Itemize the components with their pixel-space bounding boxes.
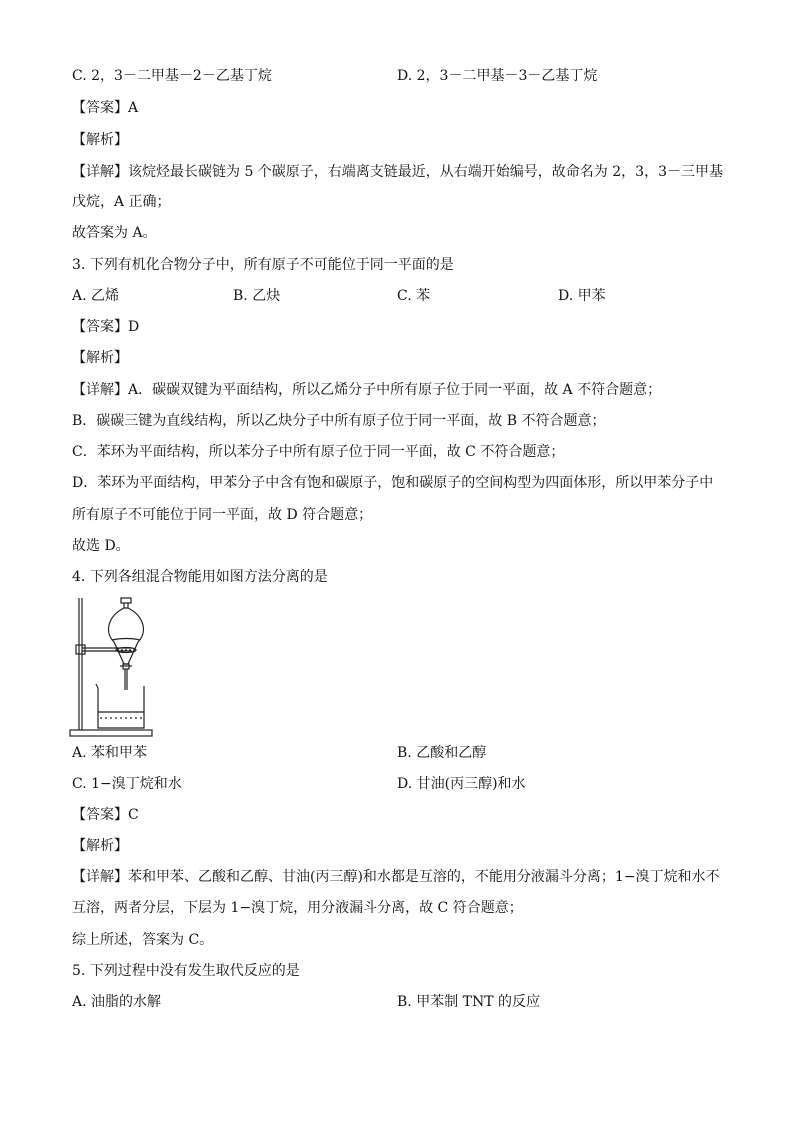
- q3-conclusion: 故选 D。: [72, 538, 130, 554]
- q3-detail-line-4: D．苯环为平面结构，甲苯分子中含有饱和碳原子，饱和碳原子的空间构型为四面体形，所以甲苯分子中: [72, 475, 714, 491]
- q4-answer: 【答案】C: [72, 807, 139, 823]
- q3-detail-line-1: 【详解】A．碳碳双键为平面结构，所以乙烯分子中所有原子位于同一平面，故 A 不符合题意；: [72, 382, 662, 398]
- q2-detail-line-1: 【详解】该烷烃最长碳链为 5 个碳原子，右端离支链最近，从右端开始编号，故命名为 2，3，3－三甲基: [72, 164, 723, 180]
- q3-option-a: A. 乙烯: [72, 288, 120, 304]
- q2-detail-line-2: 戊烷，A 正确；: [72, 194, 171, 210]
- q4-option-c: C. 1−溴丁烷和水: [72, 776, 182, 792]
- q3-option-b: B. 乙炔: [233, 288, 281, 304]
- q3-detail-line-2: B．碳碳三键为直线结构，所以乙炔分子中所有原子位于同一平面，故 B 不符合题意；: [72, 413, 606, 429]
- q4-detail-line-1: 【详解】苯和甲苯、乙酸和乙醇、甘油(丙三醇)和水都是互溶的，不能用分液漏斗分离；1−溴丁烷和水不: [72, 869, 720, 885]
- q3-option-d: D. 甲苯: [558, 288, 606, 304]
- q5-stem: 5. 下列过程中没有发生取代反应的是: [72, 963, 300, 979]
- q3-stem: 3. 下列有机化合物分子中，所有原子不可能位于同一平面的是: [72, 257, 454, 273]
- q4-detail-line-2: 互溶，两者分层，下层为 1−溴丁烷，用分液漏斗分离，故 C 符合题意；: [72, 900, 523, 916]
- q4-option-a: A. 苯和甲苯: [72, 745, 148, 761]
- q3-detail-line-5: 所有原子不可能位于同一平面，故 D 符合题意；: [72, 507, 373, 523]
- q4-option-d: D. 甘油(丙三醇)和水: [397, 776, 526, 792]
- q4-stem: 4. 下列各组混合物能用如图方法分离的是: [72, 569, 328, 585]
- q2-option-d: D. 2，3－二甲基－3－乙基丁烷: [397, 68, 598, 84]
- q3-analysis-heading: 【解析】: [72, 350, 128, 366]
- q4-option-b: B. 乙酸和乙醇: [397, 745, 487, 761]
- q2-option-c: C. 2，3－二甲基－2－乙基丁烷: [72, 68, 272, 84]
- separatory-funnel-apparatus-icon: [68, 594, 158, 742]
- q2-analysis-heading: 【解析】: [72, 132, 128, 148]
- q3-answer: 【答案】D: [72, 319, 140, 335]
- q2-answer: 【答案】A: [72, 100, 139, 116]
- q3-detail-line-3: C．苯环为平面结构，所以苯分子中所有原子位于同一平面，故 C 不符合题意；: [72, 444, 565, 460]
- q4-conclusion: 综上所述，答案为 C。: [72, 932, 214, 948]
- q2-conclusion: 故答案为 A。: [72, 225, 157, 241]
- q5-option-b: B. 甲苯制 TNT 的反应: [397, 994, 541, 1010]
- q4-analysis-heading: 【解析】: [72, 838, 128, 854]
- q5-option-a: A. 油脂的水解: [72, 994, 162, 1010]
- q3-option-c: C. 苯: [397, 288, 431, 304]
